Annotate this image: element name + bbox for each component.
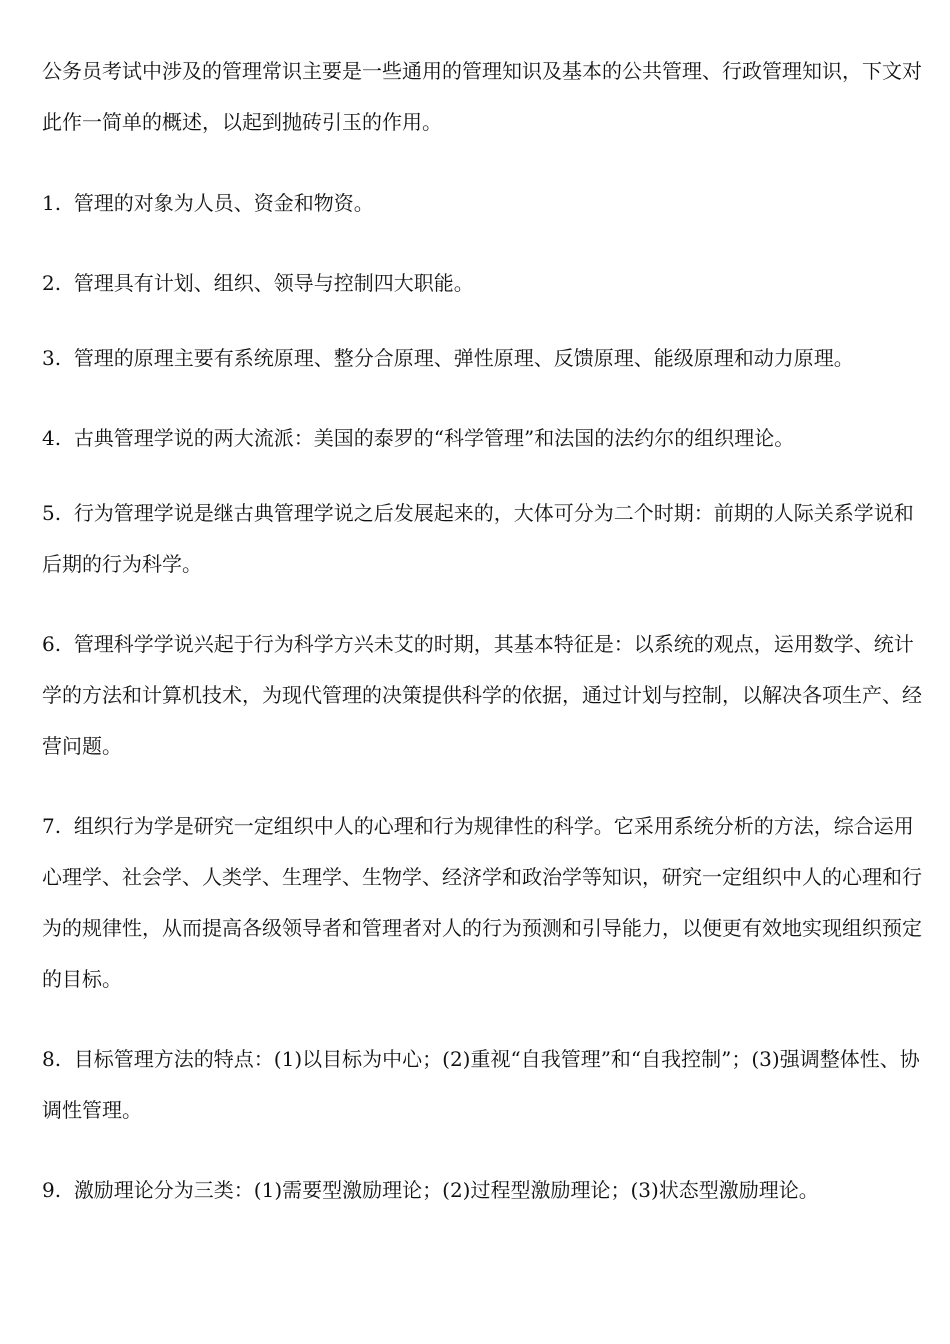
item-text: 管理的原理主要有系统原理、整分合原理、弹性原理、反馈原理、能级原理和动力原理。 xyxy=(73,346,854,370)
item-text: 目标管理方法的特点：(1)以目标为中心；(2)重视“自我管理”和“自我控制”；(3)强调整体性、协调性管理。 xyxy=(42,1047,920,1122)
item-text: 组织行为学是研究一定组织中人的心理和行为规律性的科学。它采用系统分析的方法，综合运用心理学、社会学、人类学、生理学、生物学、经济学和政治学等知识，研究一定组织中人的心理和行为的规律性，从而提高各级领导者和管理者对人的行为预测和引导能力，以便更有效地实现组织预定的目标。 xyxy=(42,814,922,991)
list-item-3 xyxy=(42,333,924,384)
intro-paragraph: 公务员考试中涉及的管理常识主要是一些通用的管理知识及基本的公共管理、行政管理知识，下文对此作一简单的概述，以起到抛砖引玉的作用。 xyxy=(42,59,922,134)
item-number: 2. xyxy=(42,271,62,295)
item-number: 4. xyxy=(42,426,62,450)
item-text: 行为管理学说是继古典管理学说之后发展起来的，大体可分为二个时期：前期的人际关系学说和后期的行为科学。 xyxy=(42,501,914,576)
list-item-6 xyxy=(42,619,924,772)
item-number: 3. xyxy=(42,346,62,370)
item-text: 古典管理学说的两大流派：美国的泰罗的“科学管理”和法国的法约尔的组织理论。 xyxy=(73,426,795,450)
item-text: 管理具有计划、组织、领导与控制四大职能。 xyxy=(73,271,474,295)
item-text: 激励理论分为三类：(1)需要型激励理论；(2)过程型激励理论；(3)状态型激励理论。 xyxy=(73,1178,819,1202)
list-item-7 xyxy=(42,801,924,1005)
item-number: 6. xyxy=(42,632,62,656)
item-number: 1. xyxy=(42,191,62,215)
list-item-4 xyxy=(42,413,924,464)
list-item-8 xyxy=(42,1034,924,1136)
item-number: 7. xyxy=(42,814,62,838)
list-item-2 xyxy=(42,258,924,309)
list-item-9 xyxy=(42,1165,924,1216)
item-text: 管理的对象为人员、资金和物资。 xyxy=(73,191,374,215)
list-item-1 xyxy=(42,178,924,229)
document-body xyxy=(42,46,924,1245)
item-number: 9. xyxy=(42,1178,62,1202)
item-number: 8. xyxy=(42,1047,62,1071)
list-item-5 xyxy=(42,488,924,590)
item-text: 管理科学学说兴起于行为科学方兴未艾的时期，其基本特征是：以系统的观点，运用数学、统计学的方法和计算机技术，为现代管理的决策提供科学的依据，通过计划与控制，以解决各项生产、经营问题。 xyxy=(42,632,922,758)
item-number: 5. xyxy=(42,501,62,525)
